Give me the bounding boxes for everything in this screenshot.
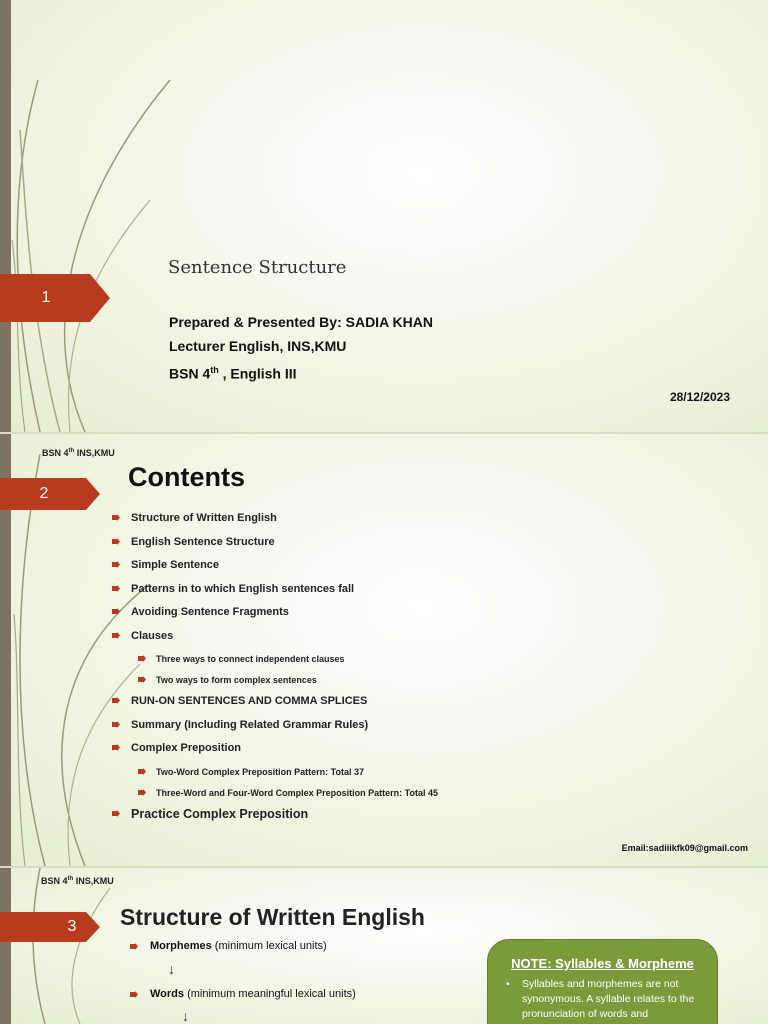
contents-item-text: Three ways to connect independent clauses bbox=[156, 654, 345, 664]
note-body bbox=[506, 977, 706, 1022]
contents-item-text: Two ways to form complex sentences bbox=[156, 675, 317, 685]
contents-item-text: RUN-ON SENTENCES AND COMMA SPLICES bbox=[131, 695, 368, 707]
slide-header bbox=[41, 876, 114, 886]
slide-3[interactable] bbox=[0, 868, 768, 1024]
contents-item bbox=[110, 717, 438, 741]
arrow-bullet-icon bbox=[138, 676, 146, 683]
contents-subitem bbox=[110, 764, 438, 785]
slide-number: 1 bbox=[41, 289, 51, 306]
contents-title: Contents bbox=[128, 462, 245, 492]
header-prefix: BSN 4 bbox=[41, 876, 68, 886]
arrow-bullet-icon bbox=[112, 561, 120, 568]
arrow-bullet-icon bbox=[112, 538, 120, 545]
arrow-bullet-icon bbox=[112, 697, 120, 704]
contents-item bbox=[110, 693, 438, 717]
email: Email:sadiiikfk09@gmail.com bbox=[621, 843, 748, 853]
header-prefix: BSN 4 bbox=[42, 448, 69, 458]
contents-subitem bbox=[110, 651, 438, 672]
arrow-bullet-icon bbox=[112, 632, 120, 639]
header-sup: th bbox=[67, 876, 74, 882]
contents-subitem bbox=[110, 785, 438, 806]
contents-item-text: Clauses bbox=[131, 629, 174, 642]
header-suffix: INS,KMU bbox=[74, 448, 115, 458]
contents-item-text: Avoiding Sentence Fragments bbox=[131, 606, 289, 618]
note-title: NOTE: Syllables & Morpheme bbox=[511, 956, 694, 971]
author-line-2: Lecturer English, INS,KMU bbox=[169, 338, 347, 354]
note-text: Syllables and morphemes are not synonymous. A syllable relates to the pronunciation of words and bbox=[522, 978, 695, 1020]
slide-title: Structure of Written English bbox=[120, 904, 425, 930]
arrow-bullet-icon bbox=[130, 943, 138, 950]
arrow-bullet-icon bbox=[138, 655, 146, 662]
contents-item-text: Structure of Written English bbox=[131, 512, 277, 524]
contents-item-text: Summary (Including Related Grammar Rules) bbox=[131, 718, 369, 731]
author-block bbox=[169, 310, 433, 386]
note-box bbox=[487, 939, 718, 1024]
note-bullet: • bbox=[506, 978, 510, 990]
item-rest: (minimum meaningful lexical units) bbox=[184, 988, 356, 1000]
contents-item bbox=[110, 510, 438, 534]
contents-item bbox=[110, 806, 438, 830]
contents-item bbox=[110, 557, 438, 581]
contents-item-text: Practice Complex Preposition bbox=[131, 806, 309, 821]
contents-item bbox=[110, 604, 438, 628]
contents-item bbox=[110, 534, 438, 558]
arrow-bullet-icon bbox=[112, 514, 120, 521]
arrow-bullet-icon bbox=[112, 721, 120, 728]
item-bold: Words bbox=[150, 988, 185, 1000]
arrow-bullet-icon bbox=[138, 768, 146, 775]
presentation-title: Sentence Structure bbox=[168, 257, 347, 278]
arrow-bullet-icon bbox=[112, 585, 120, 592]
date: 28/12/2023 bbox=[669, 390, 730, 404]
down-arrow-icon: ↓ bbox=[168, 961, 175, 977]
item-rest: (minimum lexical units) bbox=[211, 940, 327, 952]
contents-item-text: English Sentence Structure bbox=[131, 535, 275, 548]
arrow-bullet-icon bbox=[138, 789, 146, 796]
list-item-words bbox=[128, 988, 356, 1000]
arrow-bullet-icon bbox=[112, 744, 120, 751]
slide-2[interactable] bbox=[0, 434, 768, 866]
down-arrow-icon: ↓ bbox=[182, 1008, 189, 1024]
slide-number: 3 bbox=[67, 918, 77, 935]
contents-item bbox=[110, 628, 438, 652]
contents-item-text: Patterns in to which English sentences fall bbox=[131, 582, 355, 595]
contents-item-text: Simple Sentence bbox=[131, 559, 220, 571]
arrow-bullet-icon bbox=[112, 608, 120, 615]
contents-subitem bbox=[110, 672, 438, 693]
header-suffix: INS,KMU bbox=[73, 876, 114, 886]
course-line bbox=[169, 358, 433, 386]
slide-number-tab bbox=[0, 478, 110, 518]
course-suffix: , English III bbox=[218, 365, 297, 382]
header-sup: th bbox=[68, 448, 75, 454]
contents-item bbox=[110, 740, 438, 764]
arrow-bullet-icon bbox=[130, 991, 138, 998]
contents-list bbox=[110, 510, 438, 829]
slide-number: 2 bbox=[39, 485, 49, 502]
contents-item bbox=[110, 581, 438, 605]
arrow-bullet-icon bbox=[112, 810, 120, 817]
course-prefix: BSN 4 bbox=[169, 365, 211, 382]
course-sup: th bbox=[210, 365, 219, 375]
slide-number-tab bbox=[0, 274, 110, 314]
contents-item-text: Three-Word and Four-Word Complex Preposition Pattern: Total 45 bbox=[156, 787, 439, 798]
slide-1[interactable] bbox=[0, 0, 768, 432]
slide-header bbox=[42, 448, 115, 458]
contents-item-text: Two-Word Complex Preposition Pattern: Total 37 bbox=[156, 766, 365, 777]
contents-item-text: Complex Preposition bbox=[131, 742, 242, 754]
author-line-1: Prepared & Presented By: SADIA KHAN bbox=[169, 314, 433, 330]
slide-number-tab bbox=[0, 912, 110, 952]
list-item-morphemes bbox=[128, 940, 327, 952]
item-bold: Morphemes bbox=[150, 940, 212, 952]
